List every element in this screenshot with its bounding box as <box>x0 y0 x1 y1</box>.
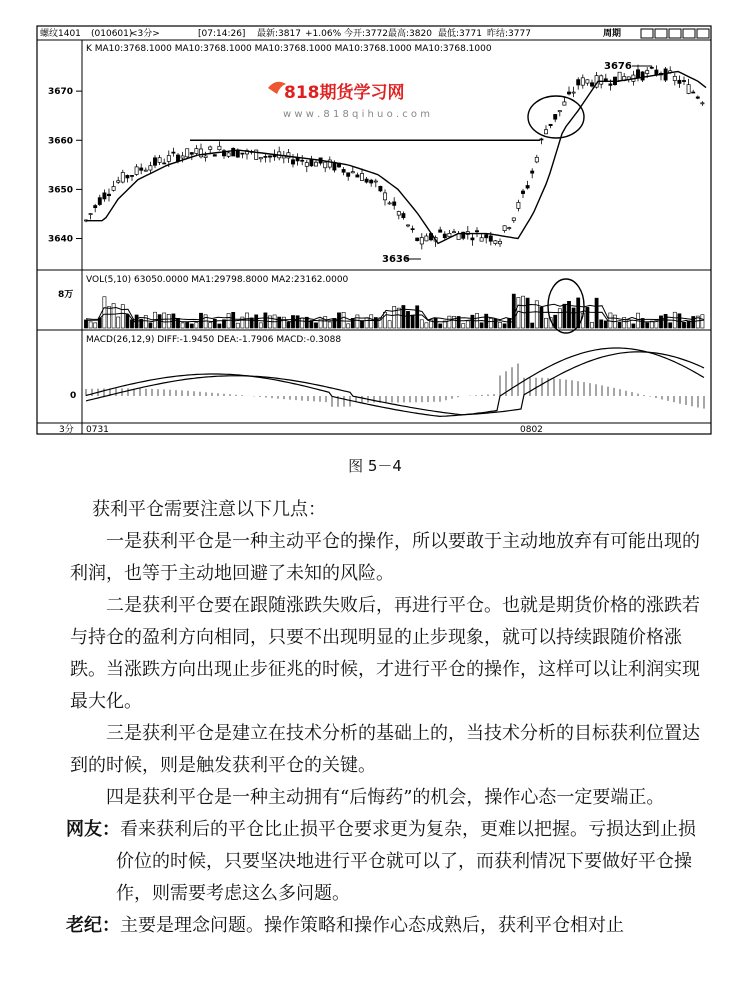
futures-chart <box>0 0 750 450</box>
volume-bar <box>480 323 483 328</box>
prev-settle: 昨结:3777 <box>487 29 531 39</box>
price-tick-label: 3640 <box>48 234 74 245</box>
volume-bar <box>503 324 506 328</box>
cycle-button[interactable]: 周期 <box>603 29 622 39</box>
candle-body <box>218 146 221 149</box>
candle-body <box>360 173 363 180</box>
volume-axis-label: 8万 <box>58 290 74 300</box>
candle-body <box>112 187 115 191</box>
period-label: <3分> <box>130 29 160 39</box>
volume-bar <box>618 322 621 328</box>
volume-bar <box>186 322 189 328</box>
candle-body <box>186 149 189 157</box>
zoom-in-button[interactable] <box>669 29 681 38</box>
volume-bar <box>287 322 290 328</box>
volume-bar <box>544 318 547 328</box>
candle-body <box>209 147 212 149</box>
macd-zero-label: 0 <box>70 391 77 401</box>
candle-body <box>508 228 511 229</box>
high-price: 最高:3820 <box>388 29 432 39</box>
candle-body <box>190 153 193 155</box>
volume-bar <box>255 315 258 328</box>
candle-body <box>342 169 345 172</box>
volume-bar <box>678 314 681 328</box>
volume-bar <box>411 315 414 328</box>
volume-bar <box>448 316 451 328</box>
volume-bar <box>324 317 327 328</box>
candle-body <box>577 80 580 85</box>
zoom-out-button[interactable] <box>683 29 695 38</box>
candle-body <box>485 235 488 238</box>
volume-bar <box>342 312 345 328</box>
candle-body <box>517 202 520 208</box>
candle-body <box>383 193 386 200</box>
nav-buttons[interactable] <box>641 29 709 38</box>
candle-body <box>94 206 97 208</box>
candle-body <box>646 71 649 74</box>
volume-bar <box>176 318 179 328</box>
candle-body <box>503 226 506 231</box>
candle-body <box>535 157 538 162</box>
volume-bar <box>149 323 152 328</box>
candle-body <box>374 181 377 182</box>
candle-body <box>172 152 175 153</box>
candle-body <box>512 218 515 221</box>
volume-bar <box>388 321 391 328</box>
volume-bar <box>328 322 331 328</box>
dialogue-text: 主要是理念问题。操作策略和操作心态成熟后，获利平仓相对止 <box>120 915 624 936</box>
candle-body <box>324 162 327 168</box>
candle-body <box>549 124 552 125</box>
paragraph: 获利平仓需要注意以下几点： <box>92 499 326 520</box>
candle-body <box>402 214 405 218</box>
speaker-name: 网友： <box>66 819 120 840</box>
volume-bar <box>439 324 442 328</box>
volume-bar <box>420 320 423 328</box>
candle-body <box>167 156 170 162</box>
dialogue-line <box>66 814 700 910</box>
candle-body <box>287 153 290 158</box>
candle-body <box>609 84 612 85</box>
candle-body <box>687 85 690 94</box>
candle-body <box>140 168 143 170</box>
volume-bar <box>264 313 267 328</box>
candle-body <box>581 78 584 85</box>
volume-bar <box>659 316 662 328</box>
volume-bar <box>333 318 336 328</box>
candle-body <box>655 70 658 74</box>
figure-caption: 图 5－4 <box>348 457 402 475</box>
candle-body <box>333 162 336 170</box>
scroll-right-button[interactable] <box>655 29 667 38</box>
volume-bar <box>103 297 106 328</box>
candle-body <box>480 238 483 241</box>
volume-bar <box>462 324 465 328</box>
candle-body <box>678 80 681 83</box>
candle-body <box>232 148 235 156</box>
volume-bar <box>84 320 87 328</box>
paragraph: 三是获利平仓是建立在技术分析的基础上的，当技术分析的目标获利位置达到的时候，则是触发获利平仓的关键。 <box>70 723 700 776</box>
volume-bar <box>107 307 110 328</box>
candle-body <box>199 149 202 157</box>
candle-body <box>379 186 382 191</box>
price-panel-label: K MA10:3768.1000 MA10:3768.1000 MA10:3768.1000 MA10:3768.1000 MA10:3768.1000 <box>86 44 492 54</box>
candle-body <box>227 153 230 156</box>
candle-body <box>236 151 239 157</box>
volume-bar <box>609 313 612 328</box>
time-axis-mid: 0802 <box>520 425 543 435</box>
candle-body <box>416 238 419 241</box>
candle-body <box>498 241 501 243</box>
candle-body <box>475 231 478 232</box>
volume-bar <box>314 323 317 328</box>
candle-body <box>135 167 138 175</box>
volume-bar <box>282 317 285 328</box>
volume-bar <box>356 315 359 328</box>
candle-body <box>176 155 179 161</box>
volume-bar <box>540 307 543 328</box>
candle-body <box>98 198 101 205</box>
candle-body <box>425 236 428 241</box>
time-axis-start: 0731 <box>86 425 109 435</box>
candle-body <box>241 153 244 154</box>
candle-body <box>347 173 350 177</box>
candle-body <box>163 163 166 164</box>
paragraph: 二是获利平仓要在跟随涨跌失败后，再进行平仓。也就是期货价格的涨跌若与持仓的盈利方向相同，只要不出现明显的止步现象，就可以持续跟随价格涨跌。当涨跌方向出现止步征兆的时候，才进行平仓的操作，这样可以让利润实现最大化。 <box>70 595 700 712</box>
volume-bar <box>393 306 396 328</box>
watermark-title: 818期货学习网 <box>284 83 405 103</box>
candle-body <box>213 155 216 157</box>
volume-bar <box>595 298 598 328</box>
volume-bar <box>296 316 299 328</box>
candle-body <box>673 76 676 80</box>
volume-bar <box>563 304 566 328</box>
candle-body <box>365 179 368 182</box>
candle-body <box>563 102 566 105</box>
candle-body <box>351 172 354 173</box>
candle-body <box>531 171 534 173</box>
candle-body <box>641 72 644 80</box>
candle-body <box>600 76 603 84</box>
candle-body <box>89 214 92 215</box>
price-tick-label: 3670 <box>48 87 74 98</box>
volume-bar <box>213 319 216 328</box>
speaker-name: 老纪： <box>66 915 120 936</box>
volume-bar <box>406 311 409 328</box>
candle-body <box>558 110 561 111</box>
volume-bar <box>452 316 455 328</box>
volume-bar <box>558 309 561 328</box>
volume-bar <box>117 317 120 328</box>
candle-body <box>291 160 294 164</box>
watermark-url: w w w . 8 1 8 q i h u o . c o m <box>283 109 430 120</box>
volume-bar <box>209 323 212 328</box>
volume-bar <box>167 314 170 328</box>
volume-bar <box>365 318 368 328</box>
candle-body <box>406 225 409 226</box>
volume-bar <box>434 318 437 328</box>
volume-bar <box>508 318 511 328</box>
symbol-name: 螺纹1401 <box>40 29 81 39</box>
candle-body <box>126 175 129 178</box>
candle-body <box>310 160 313 166</box>
candle-body <box>153 158 156 165</box>
volume-bar <box>126 315 129 328</box>
volume-bar <box>360 321 363 328</box>
volume-bar <box>181 323 184 328</box>
volume-bar <box>664 314 667 328</box>
paragraph: 一是获利平仓是一种主动平仓的操作，所以要敢于主动地放弃有可能出现的利润，也等于主动地回避了未知的风险。 <box>70 531 700 584</box>
volume-bar <box>94 323 97 328</box>
candle-body <box>682 80 685 81</box>
volume-bar <box>195 323 198 328</box>
candle-body <box>618 72 621 80</box>
candle-body <box>393 202 396 206</box>
candle-body <box>397 211 400 215</box>
candle-body <box>388 203 391 204</box>
volume-bar <box>498 322 501 328</box>
candle-body <box>590 83 593 86</box>
candle-body <box>452 232 455 233</box>
volume-bar <box>425 323 428 328</box>
candle-body <box>305 163 308 167</box>
volume-bar <box>646 323 649 328</box>
latest-price: 最新:3817 <box>257 29 301 39</box>
candle-body <box>259 157 262 158</box>
candle-body <box>296 158 299 161</box>
price-tick-label: 3650 <box>48 185 74 196</box>
candle-body <box>526 185 529 188</box>
volume-bar <box>572 308 575 328</box>
candle-body <box>544 130 547 134</box>
candle-body <box>107 194 110 195</box>
candle-body <box>144 170 147 171</box>
volume-bar <box>604 321 607 328</box>
candle-body <box>158 158 161 163</box>
candle-body <box>650 67 653 68</box>
candle-body <box>149 166 152 170</box>
price-tick-label: 3660 <box>48 136 74 147</box>
volume-bar <box>416 306 419 328</box>
volume-bar <box>347 324 350 328</box>
close-button[interactable] <box>697 29 709 38</box>
body-text <box>66 494 700 942</box>
candle-body <box>204 156 207 158</box>
candle-body <box>370 180 373 183</box>
candle-body <box>103 193 106 199</box>
dialogue-line <box>66 910 700 942</box>
candle-body <box>301 160 304 161</box>
volume-bar <box>351 318 354 328</box>
scroll-left-button[interactable] <box>641 29 653 38</box>
candle-body <box>701 103 704 104</box>
candle-body <box>117 181 120 183</box>
time-label: [07:14:26] <box>198 29 246 39</box>
macd-panel-label: MACD(26,12,9) DIFF:-1.9450 DEA:-1.7906 MACD:-0.3088 <box>86 335 342 345</box>
volume-bar <box>190 324 193 328</box>
volume-bar <box>236 323 239 328</box>
volume-bar <box>199 313 202 328</box>
candle-body <box>130 175 133 176</box>
candle-body <box>420 238 423 244</box>
peak-label: 3676 <box>604 61 632 72</box>
candle-body <box>181 156 184 158</box>
candle-body <box>356 175 359 177</box>
volume-bar <box>687 321 690 328</box>
open-price: 今开:3772 <box>344 29 388 39</box>
volume-bar <box>586 307 589 328</box>
candle-body <box>314 162 317 166</box>
volume-bar <box>600 320 603 328</box>
volume-bar <box>471 315 474 328</box>
time-axis-period: 3分 <box>59 425 74 435</box>
volume-bar <box>494 319 497 328</box>
candle-body <box>636 70 639 78</box>
volume-bar <box>370 315 373 328</box>
candle-body <box>664 69 667 80</box>
candle-body <box>439 230 442 232</box>
volume-bar <box>489 318 492 328</box>
volume-bar <box>89 322 92 328</box>
volume-bar <box>163 313 166 328</box>
volume-bar <box>701 315 704 328</box>
volume-bar <box>278 317 281 328</box>
candle-body <box>567 92 570 94</box>
volume-bar <box>301 318 304 328</box>
candle-body <box>586 80 589 83</box>
candle-body <box>554 114 557 119</box>
candle-body <box>268 156 271 157</box>
candle-body <box>540 139 543 140</box>
candle-body <box>494 241 497 244</box>
volume-bar <box>512 294 515 328</box>
candle-body <box>195 149 198 154</box>
dialogue-text: 看来获利后的平仓比止损平仓要求更为复杂，更难以把握。亏损达到止损价位的时候，只要坚决地进行平仓就可以了，而获利情况下要做好平仓操作，则需要考虑这么多问题。 <box>116 819 696 904</box>
volume-bar <box>632 324 635 328</box>
volume-bar <box>590 322 593 328</box>
volume-bar <box>531 323 534 328</box>
volume-bar <box>121 305 124 328</box>
volume-bar <box>466 321 469 328</box>
paragraph: 四是获利平仓是一种主动拥有“后悔药”的机会，操作心态一定要端正。 <box>106 787 665 808</box>
candle-body <box>411 229 414 230</box>
volume-bar <box>682 322 685 328</box>
candle-body <box>692 92 695 93</box>
candle-body <box>121 172 124 182</box>
volume-panel-label: VOL(5,10) 63050.0000 MA1:29798.8000 MA2:23162.0000 <box>86 275 349 285</box>
change-percent: +1.06% <box>305 29 342 39</box>
candle-body <box>521 191 524 194</box>
candle-body <box>471 238 474 240</box>
symbol-code: (010601) <box>91 29 133 39</box>
low-price: 最低:3771 <box>438 29 482 39</box>
candle-body <box>264 156 267 157</box>
candle-body <box>696 97 699 98</box>
candle-body <box>448 233 451 236</box>
volume-bar <box>259 323 262 328</box>
candle-body <box>443 234 446 238</box>
candle-body <box>572 92 575 93</box>
trough-label: 3636 <box>382 254 410 265</box>
volume-bar <box>397 308 400 328</box>
candle-body <box>255 150 258 159</box>
volume-bar <box>669 323 672 328</box>
volume-bar <box>218 324 221 328</box>
candle-body <box>489 236 492 241</box>
